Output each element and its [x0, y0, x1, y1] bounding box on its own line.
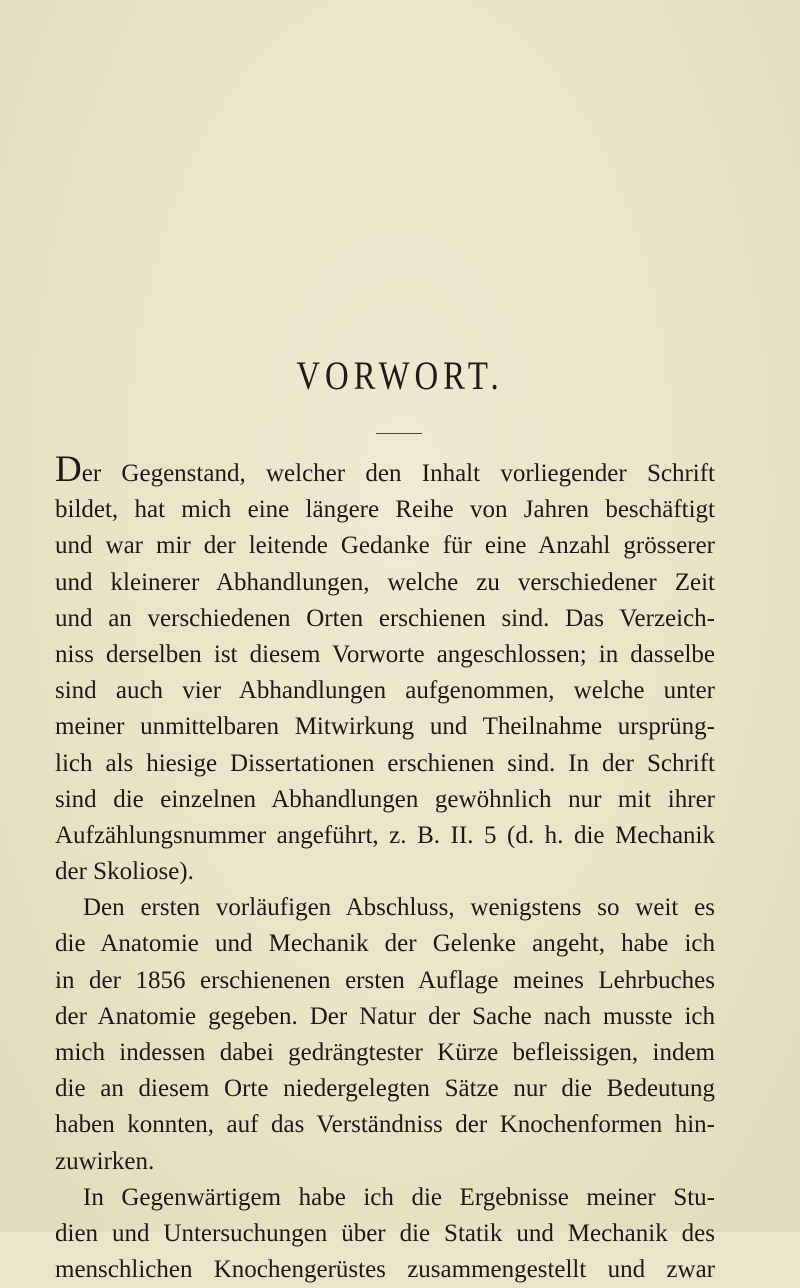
preface-text [55, 449, 715, 1288]
text-line: meiner unmittelbaren Mitwirkung und Theilnahme ursprüng- [55, 713, 715, 741]
text-line: in der 1856 erschienenen ersten Auflage meines Lehrbuches [55, 966, 715, 994]
text-line: Der Gegenstand, welcher den Inhalt vorliegender Schrift [55, 449, 715, 490]
text-line: In Gegenwärtigem habe ich die Ergebnisse meiner Stu- [83, 1183, 715, 1211]
drop-cap: D [55, 449, 82, 490]
text-line: die an diesem Orte niedergelegten Sätze nur die Bedeutung [55, 1075, 715, 1103]
text-line: dien und Untersuchungen über die Statik und Mechanik des [55, 1219, 715, 1247]
heading-rule [376, 433, 422, 434]
text-line: menschlichen Knochengerüstes zusammengestellt und zwar [55, 1256, 715, 1284]
text-line: Aufzählungsnummer angeführt, z. B. II. 5 (d. h. die Mechanik [55, 821, 715, 849]
text-line: niss derselben ist diesem Vorworte angeschlossen; in dasselbe [55, 640, 715, 668]
text-line: und war mir der leitende Gedanke für eine Anzahl grösserer [55, 532, 715, 560]
text-line: und an verschiedenen Orten erschienen sind. Das Verzeich- [55, 604, 715, 632]
text-line: sind auch vier Abhandlungen aufgenommen, welche unter [55, 677, 715, 705]
text-line: der Skoliose). [55, 858, 194, 886]
text-line: haben konnten, auf das Verständniss der Knochenformen hin- [55, 1111, 715, 1139]
text-line: der Anatomie gegeben. Der Natur der Sache nach musste ich [55, 1002, 715, 1030]
text-line: mich indessen dabei gedrängtester Kürze befleissigen, indem [55, 1039, 715, 1066]
text-line: Den ersten vorläufigen Abschluss, wenigstens so weit es [83, 894, 715, 922]
page-heading: VORWORT. [296, 353, 504, 398]
text-line: lich als hiesige Dissertationen erschienen sind. In der Schrift [55, 749, 715, 777]
text-line: sind die einzelnen Abhandlungen gewöhnlich nur mit ihrer [55, 785, 715, 813]
text-line: die Anatomie und Mechanik der Gelenke angeht, habe ich [55, 930, 715, 958]
text-line: bildet, hat mich eine längere Reihe von Jahren beschäftigt [55, 496, 715, 524]
text-line: und kleinerer Abhandlungen, welche zu verschiedener Zeit [55, 568, 715, 596]
text-line: zuwirken. [55, 1147, 155, 1175]
